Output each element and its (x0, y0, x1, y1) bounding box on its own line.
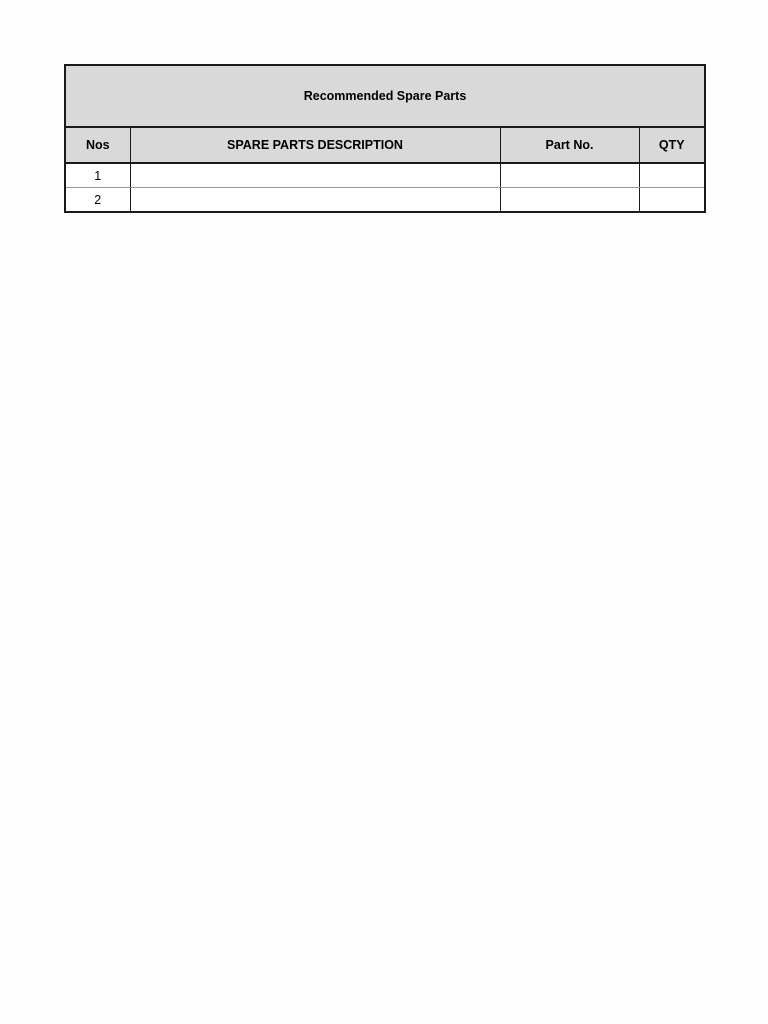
table-title-row (65, 65, 705, 127)
cell-qty (639, 188, 705, 213)
cell-nos: 1 (65, 163, 130, 188)
table-header-row (65, 127, 705, 163)
table-row (65, 163, 705, 188)
table-row (65, 188, 705, 213)
header-part-no: Part No. (500, 127, 639, 163)
cell-description (130, 188, 500, 213)
cell-part-no (500, 188, 639, 213)
cell-nos: 2 (65, 188, 130, 213)
spare-parts-table (64, 64, 706, 213)
header-qty: QTY (639, 127, 705, 163)
cell-description (130, 163, 500, 188)
cell-qty (639, 163, 705, 188)
cell-part-no (500, 163, 639, 188)
header-nos: Nos (65, 127, 130, 163)
table-title: Recommended Spare Parts (65, 65, 705, 127)
header-description: SPARE PARTS DESCRIPTION (130, 127, 500, 163)
